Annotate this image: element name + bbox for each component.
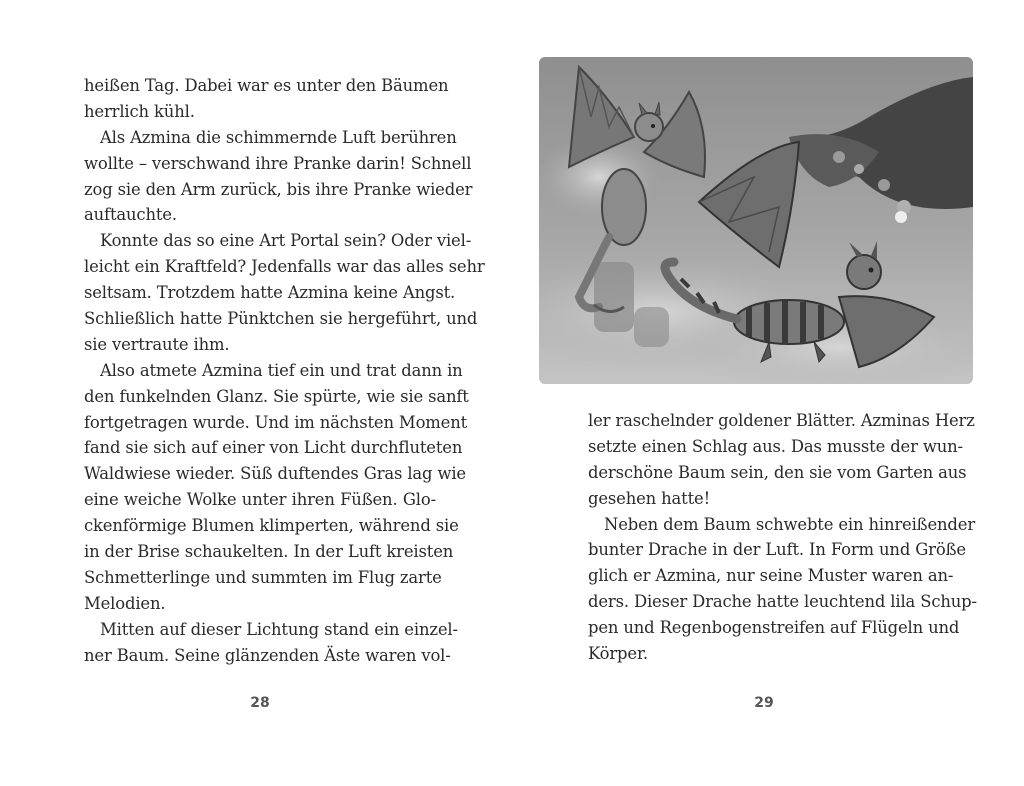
text-line: setzte einen Schlag aus. Das musste der wun- — [588, 436, 963, 456]
text-line: leicht ein Kraftfeld? Jedenfalls war das alles sehr — [84, 257, 485, 277]
text-line: in der Brise schaukelten. In der Luft kreisten — [84, 542, 454, 562]
text-line: heißen Tag. Dabei war es unter den Bäumen — [84, 76, 449, 95]
dragon-illustration — [539, 57, 973, 384]
text-line: fand sie sich auf einer von Licht durchfluteten — [84, 438, 463, 458]
text-line: auftauchte. — [84, 205, 177, 225]
text-line: Konnte das so eine Art Portal sein? Oder viel- — [100, 231, 472, 251]
text-line: Also atmete Azmina tief ein und trat dann in — [100, 360, 463, 380]
text-line: eine weiche Wolke unter ihren Füßen. Glo- — [84, 490, 436, 510]
text-line: wollte – verschwand ihre Pranke darin! Schnell — [84, 153, 472, 173]
text-line: sie vertraute ihm. — [84, 334, 230, 354]
text-line: Mitten auf dieser Lichtung stand ein einzel- — [100, 619, 458, 639]
text-line: glich er Azmina, nur seine Muster waren an- — [588, 566, 954, 586]
text-line: fortgetragen wurde. Und im nächsten Moment — [84, 412, 468, 432]
text-line: Körper. — [588, 644, 648, 664]
text-line: seltsam. Trotzdem hatte Azmina keine Angst. — [84, 283, 456, 303]
right-page — [512, 0, 1024, 786]
text-line: ner Baum. Seine glänzenden Äste waren vol- — [84, 645, 451, 665]
page-number: 29 — [754, 695, 774, 711]
text-line: Waldwiese wieder. Süß duftendes Gras lag wie — [84, 464, 466, 484]
text-line: ders. Dieser Drache hatte leuchtend lila Schup- — [588, 592, 977, 612]
text-line: Melodien. — [84, 593, 166, 613]
text-line: ckenförmige Blumen klimperten, während sie — [84, 516, 459, 536]
page-number: 28 — [250, 695, 270, 711]
text-line: bunter Drache in der Luft. In Form und Größe — [588, 540, 966, 560]
text-line: pen und Regenbogenstreifen auf Flügeln und — [588, 618, 960, 638]
text-line: Als Azmina die schimmernde Luft berühren — [100, 127, 457, 147]
right-page-text — [588, 408, 977, 667]
text-line: zog sie den Arm zurück, bis ihre Pranke wieder — [84, 179, 473, 199]
text-line: ler raschelnder goldener Blätter. Azminas Herz — [588, 411, 975, 430]
left-page-text — [84, 73, 485, 668]
text-line: Schließlich hatte Pünktchen sie hergeführt, und — [84, 309, 478, 329]
text-line: Schmetterlinge und summten im Flug zarte — [84, 567, 442, 587]
text-line: gesehen hatte! — [588, 488, 711, 508]
text-line: Neben dem Baum schwebte ein hinreißender — [604, 514, 976, 534]
text-line: herrlich kühl. — [84, 101, 195, 121]
text-line: derschöne Baum sein, den sie vom Garten aus — [588, 462, 967, 482]
text-line: den funkelnden Glanz. Sie spürte, wie sie sanft — [84, 386, 469, 406]
